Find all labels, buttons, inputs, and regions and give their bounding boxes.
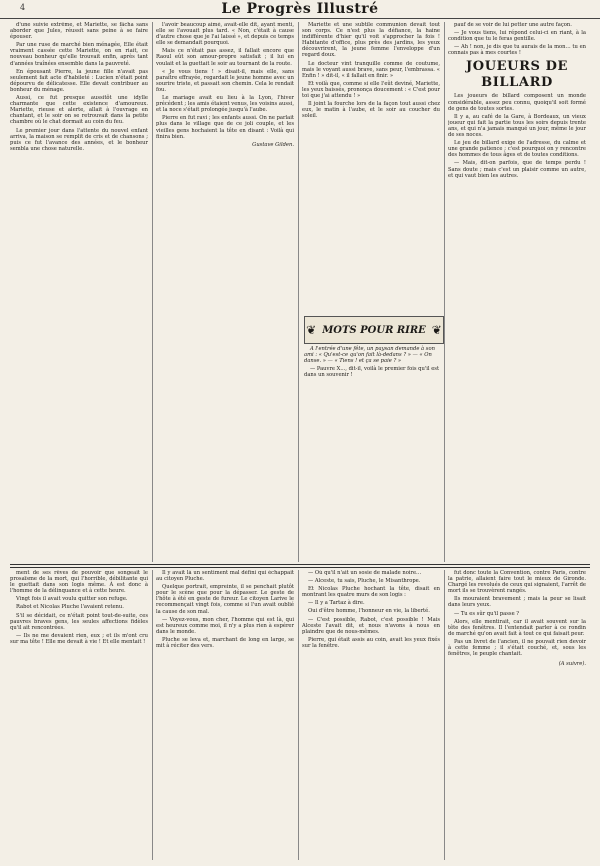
paragraph: Il y avait là un sentiment mal défini qui échappait au citoyen Pluche. xyxy=(156,570,294,583)
paragraph: A l'entrée d'une fête, un paysan demande à son ami : « Qu'est-ce qu'on fait là-dedans ? » — « On danse. » — « Tiens ! et ça se paie ? » xyxy=(304,346,435,365)
footer-column-1 xyxy=(10,570,148,860)
paragraph: S'il se décidait, ce n'était point tout-de-suite, ces pauvres braves gens, les seules affections fidèles qu'il ait rencontrées. xyxy=(10,612,148,631)
paragraph: Vingt fois il avait voulu quitter son refuge. xyxy=(16,596,128,603)
paragraph: ment de ses rêves de pouvoir que songeait le prosaïsme de la mort, qui l'horrible, débilitante qui le guettait dans son logis même. À est donc à l'homme de la délinquance et à cette heure. xyxy=(10,570,148,595)
paragraph: Le jeu de billard exige de l'adresse, du calme et une grande patience ; c'est pourquoi on y rencontre des hommes de tous âges et de toutes conditions. xyxy=(448,140,586,159)
paragraph: Quelque portrait, empreinte, il se penchait plutôt pour le scène que pour la dépasser. Le geste de l'hôte à été en geste de fureur. Le citoyen Larive le recommençait vingt fois, comme si l'un avait oublié la cause de son mal. xyxy=(156,584,294,615)
paragraph: — Où qu'il n'ait un sosie de malade noire… xyxy=(308,570,422,576)
author-signature: Gustave Gilden. xyxy=(252,141,294,148)
footer-column-3 xyxy=(302,570,440,860)
paragraph: Et voilà que, comme si elle l'eût deviné, Mariette, les yeux baissés, prononça doucement : « C'est pour toi que j'ai attendu ! » xyxy=(302,80,440,100)
footer-column-4 xyxy=(448,570,586,860)
section-title: JOUEURS DE BILLARD xyxy=(466,59,568,91)
paragraph: Mais ce n'était pas assez, il fallait encore que Raoul eût son amour-propre satisfait ; il lui en voulait et la guettait le soir au tournant de la route. xyxy=(156,48,294,67)
paragraph: En épousant Pierre, la jeune fille n'avait pas seulement fait acte d'habileté : Lucien n'était point dépourvu de délicatesse. Elle devait contribuer au bonheur du ménage. xyxy=(10,68,148,93)
paragraph: Alors, elle mentirait, car il avait souvent sur la tête des fenêtres. Il l'entendait parler à ce rondin de marché qu'on avait fait à tout ce qui faisait peur. xyxy=(448,618,586,637)
paragraph: — C'est possible, Rabot, c'est possible ! Mais Alceste l'avait dit, et nous n'avons à nous en plaindre que de nous-mêmes. xyxy=(302,616,440,635)
paragraph: « Je vous tiens ! » disait-il, mais elle, sans paraître effrayée, regardait le jeune homme avec un sourire triste, et passait son chemin. Cela le rendait fou. xyxy=(156,68,294,93)
paragraph: Pierre, qui était assis au coin, avait les yeux fixés sur la fenêtre. xyxy=(302,636,440,649)
upper-columns xyxy=(10,22,590,562)
paragraph: Le premier jour dans l'attente du nouvel enfant arriva, la maison se remplit de cris et de chansons ; puis ce fut l'avance des années, et le bonheur sembla une chose naturelle. xyxy=(10,127,148,152)
paragraph: Mariette et une subtile communion devait tout son corps. Ce n'est plus la défiance, la haine indifférente d'hier qu'il voit s'approcher la fois ! Habitante d'office, plus près des jardins, les yeux découvrirent, la jeune femme l'enveloppe d'un regard doux. xyxy=(302,22,440,59)
column-1 xyxy=(10,22,148,562)
paragraph: — Tu es sûr qu'il passe ? xyxy=(454,610,520,617)
paragraph: Pas un livret de l'ancien, il ne pouvait rien devoir à cette femme ; il s'était couché, et, sous les fenêtres, le peuple chantait. xyxy=(448,638,586,658)
newspaper-title: Le Progrès Illustré xyxy=(221,1,379,17)
paragraph: Les joueurs de billard composent un monde considérable, assez peu connu, quoiqu'il soit formé de gens de toutes sortes. xyxy=(448,93,586,112)
paragraph: Le docteur vint tranquille comme de coutume, mais le voyant aussi brave, sans peur, l'embrassa. « Enfin ! » dit-il, « il fallait en finir. » xyxy=(302,60,440,79)
paragraph: Il joint la fourche lors de la façon tout aussi chez eux, le matin à l'aube, et le soir au coucher du soleil. xyxy=(302,101,440,120)
paragraph: — Mais, dit-on parfois, que de temps perdu ! Sans doute ; mais c'est un plaisir comme un autre, et qui vaut bien les autres. xyxy=(448,160,586,179)
feuilleton-columns xyxy=(10,570,590,860)
paragraph: Aussi, ce fut presque aussitôt une idylle charmante que cette existence d'amoureux. Mariette, rieuse et alerte, allait à l'ouvrage en chantant, et le soir on se retrouvait dans la petite chambre où le chat dormait au coin du feu. xyxy=(10,95,148,126)
mots-pour-rire-banner xyxy=(304,316,444,344)
paragraph: d'une suivie extrême, et Mariette, se fâcha sans aborder que Jules, réussit sans peine à se faire épouser. xyxy=(10,22,148,41)
paragraph: — Pauvre X..., dit-il, voilà le premier fois qu'il est dans un souvenir ! xyxy=(304,366,440,379)
ornament-icon: ❦ xyxy=(431,323,442,337)
ornament-icon: ❦ xyxy=(306,323,317,337)
paragraph: — Ils ne me devaient rien, eux ; et ils m'ont cru sur ma tête ! Elle me devait à vie ! Et elle mentait ! xyxy=(10,632,148,645)
to-be-continued: (A suivre). xyxy=(558,661,586,668)
masthead xyxy=(0,0,600,19)
section-divider xyxy=(10,564,590,568)
footer-column-2 xyxy=(156,570,294,860)
paragraph: — Ah ! non, je dis que tu aurais de la mon… tu en connais pas à mes courtes ! xyxy=(448,44,586,57)
paragraph: l'avoir beaucoup aimé, avait-elle dit, ayant menti, elle se l'avouait plus tard. « Non, c'était à cause d'autre chose que je l'ai laissé », et depuis ce temps elle se demandait pourquoi. xyxy=(156,22,294,47)
paragraph: Le mariage avait eu lieu à la Lyon, l'hiver précédent ; les amis étaient venus, les voisins aussi, et la noce s'était prolongée jusqu'à l'aube. xyxy=(156,95,294,114)
mots-title: MOTS POUR RIRE xyxy=(322,324,426,336)
paragraph: Ils mouraient bravement ; mais la peur se lisait dans leurs yeux. xyxy=(448,596,586,609)
paragraph: Oui d'être homme, l'honneur en vie, la liberté. xyxy=(308,608,430,615)
paragraph: — Je vous tiens, lui répond celui-ci en riant, à la condition que tu le feras gentille. xyxy=(448,30,586,43)
paragraph: Pierre en fut ravi ; les enfants aussi. On ne parlait plus dans le village que de ce joli couple, et les vieilles gens hochaient la tête en disant : Voilà qui finira bien. xyxy=(156,115,294,140)
paragraph: Et Nicolas Pluche hochant la tête, disait en montrant les quatre murs de son logis : xyxy=(302,586,440,599)
paragraph: Rabot et Nicolas Pluche l'avaient retenu. xyxy=(16,604,124,611)
paragraph: Pluche se leva et, marchant de long en large, se mit à réciter des vers. xyxy=(156,636,294,650)
paragraph: — Il y a Tartaz à dire. xyxy=(308,600,365,607)
paragraph: Par une ruse de marché bien ménagée, Elle était vraiment cassée cette Mariette, on en riait, ce nouveau bonheur qu'elle trouvait enfin, après tant d'années traînées ensemble dans la pauvreté. xyxy=(10,42,148,67)
paragraph: fut donc toute la Convention, contre Paris, contre la patrie, allaient faire tout le mieux de Gironde. Chargé les revolués de ceux qui signaient, l'arrêt de mort ils se trouvèrent rangés. xyxy=(448,570,586,595)
paragraph: — Alceste, tu sais, Pluche, le Misanthrope. xyxy=(308,578,421,585)
column-3 xyxy=(302,22,440,562)
column-4 xyxy=(448,22,586,562)
paragraph: — Voyez-vous, mon cher, l'homme qui est là, qui est heureux comme moi, il n'y a plus rien à espérer dans le monde. xyxy=(156,616,294,635)
column-2 xyxy=(156,22,294,562)
mots-content xyxy=(304,346,442,380)
page-number: 4 xyxy=(20,3,26,12)
paragraph: pauf de se voir de lui petter une autre façon. xyxy=(454,22,572,28)
paragraph: Il y a, au café de la Gare, à Bordeaux, un vieux joueur qui fait la partie tous les soirs depuis trente ans, et qui n'a jamais manqué un jour, même le jour de ses noces. xyxy=(448,113,586,139)
